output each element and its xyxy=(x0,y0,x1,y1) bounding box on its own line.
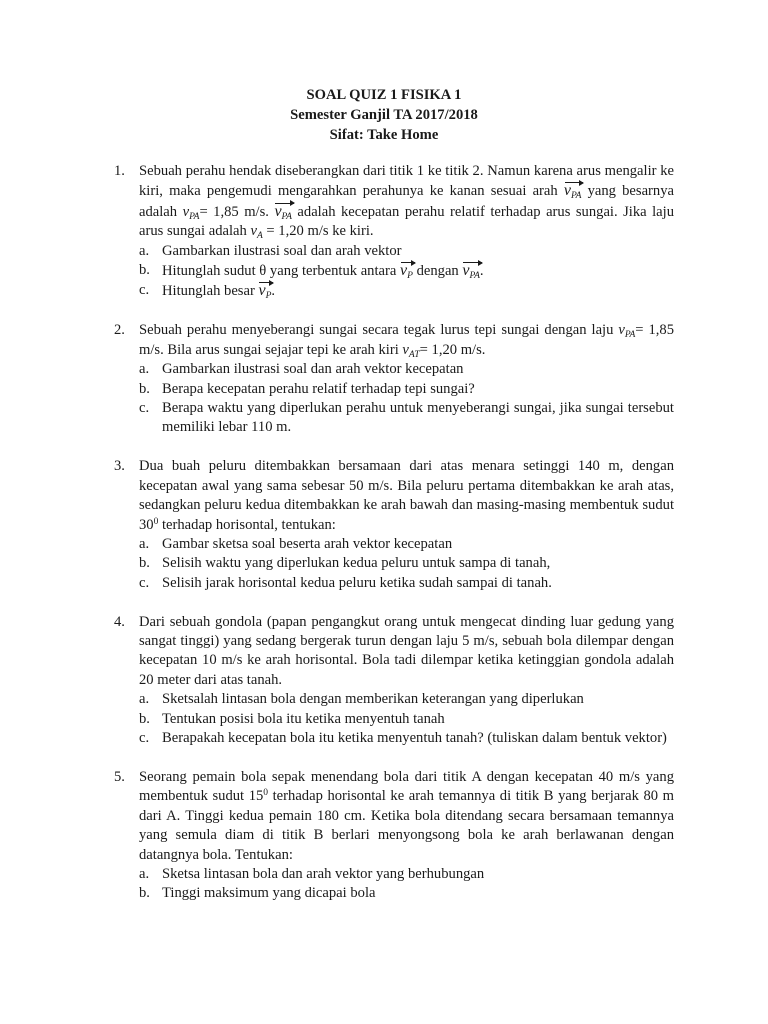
sub-question-list xyxy=(139,535,674,593)
question-2 xyxy=(114,321,674,437)
sub-question-b: b. Berapa kecepatan perahu relatif terhadap tepi sungai? xyxy=(139,380,475,397)
vector-v-pa: $v_{PA}$ xyxy=(274,202,292,222)
question-number: 1. xyxy=(114,163,125,179)
vector-v-pa: $v_{PA}$ xyxy=(462,262,480,282)
sub-question-b: b. Tentukan posisi bola itu ketika menyentuh tanah xyxy=(139,710,445,727)
nature-line: Sifat: Take Home xyxy=(329,127,439,143)
sub-question-a: a. Gambarkan ilustrasi soal dan arah vektor kecepatan xyxy=(139,361,464,378)
document-header xyxy=(0,85,768,145)
sub-question-b: b. Hitunglah sudut θ yang terbentuk antara $v_P$ dengan $v_{PA}$. xyxy=(139,262,484,282)
sub-question-a: a. Sketsalah lintasan bola dengan memberikan keterangan yang diperlukan xyxy=(139,691,584,708)
quiz-title: SOAL QUIZ 1 FISIKA 1 xyxy=(306,87,462,103)
sub-question-list xyxy=(139,690,674,748)
question-number: 2. xyxy=(114,322,125,339)
vector-v-p: $v_P$ xyxy=(258,282,272,302)
sub-question-b: b. Tinggi maksimum yang dicapai bola xyxy=(139,885,376,902)
question-5 xyxy=(114,768,674,904)
question-number: 3. xyxy=(114,458,125,475)
sub-question-list xyxy=(139,360,674,438)
sub-question-a: a. Gambarkan ilustrasi soal dan arah vektor xyxy=(139,242,402,259)
question-text: Sebuah perahu menyeberangi sungai secara tegak lurus tepi sungai dengan laju $v_{PA}= 1,85$ m/s. Bila arus sungai sejajar tepi ke arah kiri $v_{AT}= 1,20$ m/s. xyxy=(139,322,675,360)
question-1 xyxy=(114,162,674,302)
sub-question-c: c. Berapakah kecepatan bola itu ketika menyentuh tanah? (tuliskan dalam bentuk vektor) xyxy=(139,730,667,747)
question-text: Sebuah perahu hendak diseberangkan dari titik 1 ke titik 2. Namun karena arus mengalir ke kiri, maka pengemudi mengarahkan perahunya ke kanan sesuai arah $v_{PA}$ yang besarnya adalah $v_{PA}= 1,85$ m/s. $v_{PA}$ adalah kecepatan perahu relatif terhadap arus sungai. Jika laju arus sungai adalah $v_A = 1,20$ m/s ke kiri. xyxy=(139,163,674,242)
question-3 xyxy=(114,457,674,593)
question-text: Dari sebuah gondola (papan pengangkut orang untuk mengecat dinding luar gedung yang sangat tinggi) yang sedang bergerak turun dengan laju 5 m/s, sebuah bola dilempar dengan kecepatan 10 m/s ke arah horisontal. Bola tadi dilempar ketika ketinggian gondola adalah 20 meter dari atas tanah. xyxy=(139,613,674,688)
sub-question-c: c. Berapa waktu yang diperlukan perahu untuk menyeberangi sungai, jika sungai tersebut memiliki lebar 110 m. xyxy=(139,399,674,436)
question-text: Dua buah peluru ditembakkan bersamaan dari atas menara setinggi 140 m, dengan kecepatan awal yang sama sebesar 50 m/s. Bila peluru pertama ditembakkan ke arah atas, sedangkan peluru kedua ditembakkan ke arah bawah dan masing-masing membentuk sudut $30^0$ terhadap horisontal, tentukan: xyxy=(139,458,674,533)
sub-question-c: c. Hitunglah besar $v_P$. xyxy=(139,282,276,302)
sub-question-a: a. Gambar sketsa soal beserta arah vektor kecepatan xyxy=(139,535,453,552)
vector-v-p: $v_P$ xyxy=(400,262,413,282)
sub-question-list xyxy=(139,242,674,302)
question-list xyxy=(114,162,674,923)
question-number: 5. xyxy=(114,768,125,785)
question-text: Seorang pemain bola sepak menendang bola dari titik A dengan kecepatan 40 m/s yang membentuk sudut $15^0$ terhadap horisontal ke arah temannya di titik B yang berjarak 80 m dari A. Tinggi kedua pemain 180 cm. Ketika bola ditendang secara bersamaan temannya yang semula diam di titik B berlari menyongsong bola ke arah berlawanan dengan datangnya bola. Tentukan: xyxy=(139,768,674,863)
semester-line: Semester Ganjil TA 2017/2018 xyxy=(290,107,478,123)
sub-question-a: a. Sketsa lintasan bola dan arah vektor yang berhubungan xyxy=(139,866,485,882)
sub-question-list xyxy=(139,865,674,904)
vector-v-pa: $v_{PA}$ xyxy=(563,182,582,202)
question-number: 4. xyxy=(114,613,125,630)
question-4 xyxy=(114,613,674,749)
sub-question-c: c. Selisih jarak horisontal kedua peluru ketika sudah sampai di tanah. xyxy=(139,574,552,591)
sub-question-b: b. Selisih waktu yang diperlukan kedua peluru untuk sampa di tanah, xyxy=(139,555,551,572)
